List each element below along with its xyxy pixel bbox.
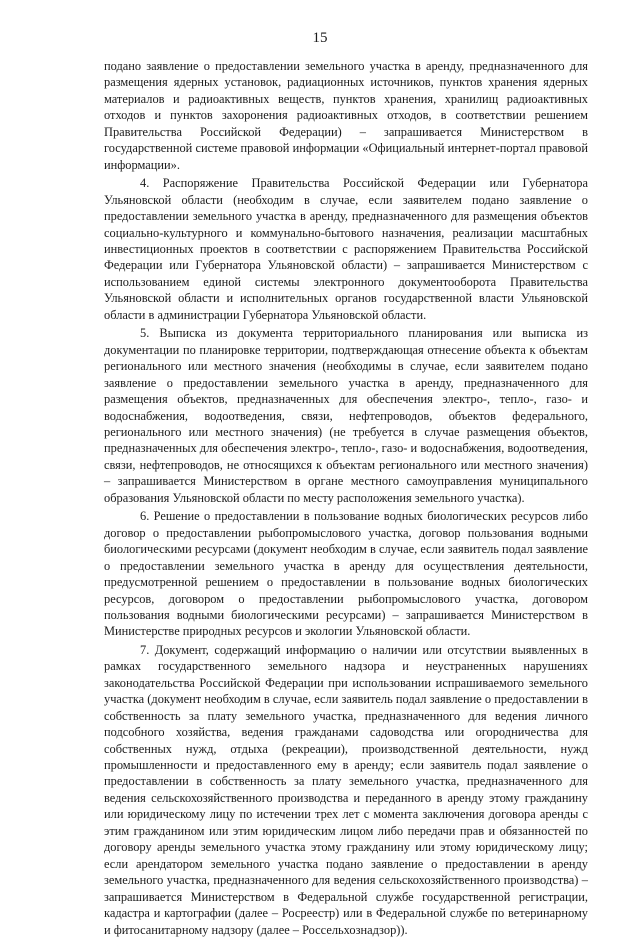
paragraph-item-6: 6. Решение о предоставлении в пользование водных биологических ресурсов либо договор о предоставлении рыбопромыслового участка, договор пользования водными биологическими ресурсами (документ необходим в случае, если заявитель подал заявление о предоставлении земельного участка в аренду для осуществления деятельности, предусмотренной решением о предоставлении в пользование водных биологических ресурсов, договором о предоставлении рыбопромыслового участка, договором пользования водными биологическими ресурсами) – запрашивается Министерством в Министерстве природных ресурсов и экологии Ульяновской области. <box>104 509 588 639</box>
page-number: 15 <box>312 30 328 46</box>
paragraph-item-5: 5. Выписка из документа территориального планирования или выписка из документации по планировке территории, подтверждающая отнесение объекта к объектам регионального или местного значения (необходимы в случае, если заявителем подано заявление о предоставлении земельного участка в аренду, предназначенного для размещения объектов, предназначенных для обеспечения электро-, тепло-, газо- и водоснабжения, водоотведения, связи, нефтепроводов, объектов федерального, регионального или местного значения) (не требуется в случае размещения объектов, предназначенных для обеспечения электро-, тепло-, газо- и водоснабжения, водоотведения, связи, нефтепроводов, не относящихся к объектам регионального или местного значения) – запрашивается Министерством в органе местного самоуправления муниципального образования Ульяновской области по месту расположения земельного участка). <box>104 326 588 505</box>
document-body <box>104 58 588 938</box>
paragraph-continuation: подано заявление о предоставлении земельного участка в аренду, предназначенного для размещения ядерных установок, радиационных источников, пунктов хранения ядерных материалов и радиоактивных веществ, пунктов хранения, хранилищ радиоактивных отходов и пунктов захоронения радиоактивных отходов, в соответствии решением Правительства Российской Федерации) – запрашивается Министерством в государственной системе правовой информации «Официальный интернет-портал правовой информации». <box>104 59 588 172</box>
paragraph-item-7: 7. Документ, содержащий информацию о наличии или отсутствии выявленных в рамках государственного земельного надзора и неустраненных нарушениях законодательства Российской Федерации при использовании испрашиваемого земельного участка (документ необходим в случае, если заявитель подал заявление о предоставлении в собственность за плату земельного участка, предназначенного для ведения личного подсобного хозяйства, ведения гражданами садоводства или огородничества для собственных нужд, отдыха (рекреации), производственной деятельности, нужд промышленности и предоставленного ему в аренду; если заявитель подал заявление о предоставлении в собственность за плату земельного участка, предназначенного для ведения сельскохозяйственного производства и переданного в аренду этому гражданину или юридическому лицу по истечении трех лет с момента заключения договора аренды с этим гражданином или этим юридическим лицом либо передачи прав и обязанностей по договору аренды земельного участка этому гражданину или этому юридическому лицу; если арендатором земельного участка подано заявление о предоставлении в аренду земельного участка, предназначенного для ведения сельскохозяйственного производства) – запрашивается Министерством в Федеральной службе государственной регистрации, кадастра и картографии (далее – Росреестр) или в Федеральной службе по ветеринарному и фитосанитарному надзору (далее – Россельхознадзор)). <box>104 642 588 937</box>
paragraph-item-4: 4. Распоряжение Правительства Российской Федерации или Губернатора Ульяновской области (необходим в случае, если заявителем подано заявление о предоставлении земельного участка в аренду, предназначенного для размещения объектов социально-культурного и коммунально-бытового назначения, реализации масштабных инвестиционных проектов в соответствии с распоряжением Правительства Российской Федерации или Губернатора Ульяновской области) – запрашивается Министерством с использованием единой системы электронного документооборота Правительства Ульяновской области и исполнительных органов государственной власти Ульяновской области в администрации Губернатора Ульяновской области. <box>104 176 588 322</box>
